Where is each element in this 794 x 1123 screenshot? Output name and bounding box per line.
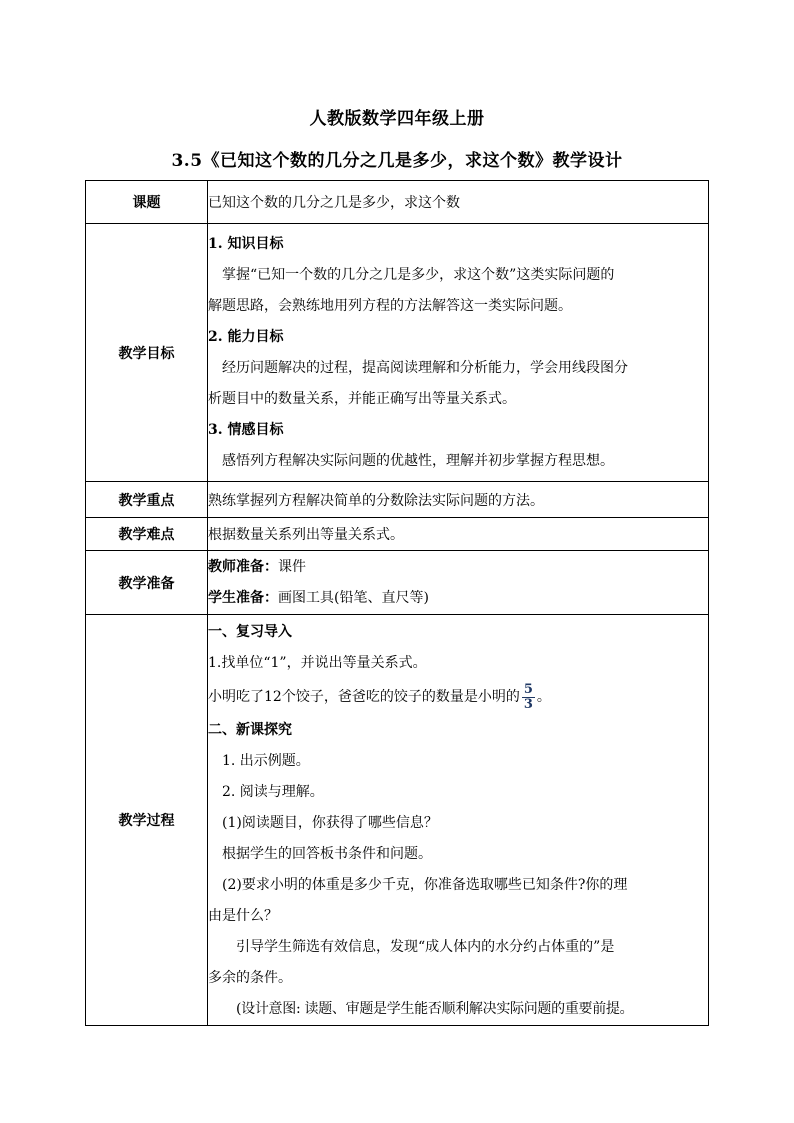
row-label-topic: 课题 [86,181,208,224]
section-heading-review: 一、复习导入 [208,624,292,640]
student-prep [208,583,708,614]
row-label-goals: 教学目标 [86,224,208,482]
section-heading-new-lesson: 二、新课探究 [208,722,292,738]
process-line: 根据学生的回答板书条件和问题。 [222,846,432,862]
row-label-process: 教学过程 [86,615,208,1026]
lesson-plan-table [85,180,709,1026]
process-line: 引导学生筛选有效信息，发现“成人体内的水分约占体重的”是 [236,939,615,955]
fraction-five-thirds [522,683,535,712]
goal-text: 解题思路，会熟练地用列方程的方法解答这一类实际问题。 [208,297,572,314]
table-row-focus [86,482,709,518]
fraction-prefix: 小明吃了12个饺子，爸爸吃的饺子的数量是小明的 [208,689,520,705]
table-row-topic [86,181,709,224]
process-line-fraction [208,679,708,715]
document-title: 人教版数学四年级上册 [309,109,485,129]
goal-heading-emotion: 3. 情感目标 [208,421,284,438]
process-line: (设计意图: 读题、审题是学生能否顺利解决实际问题的重要前提。 [236,1001,634,1017]
student-prep-label: 学生准备： [208,589,278,606]
document-subtitle: 3.5《已知这个数的几分之几是多少，求这个数》教学设计 [171,151,623,171]
goal-text: 析题目中的数量关系，并能正确写出等量关系式。 [208,390,516,407]
fraction-denominator: 3 [523,696,533,712]
process-line: 1.找单位“1”，并说出等量关系式。 [208,655,427,671]
teacher-prep-label: 教师准备： [208,558,278,575]
difficulty-text: 根据数量关系列出等量关系式。 [208,518,709,551]
focus-text: 熟练掌握列方程解决简单的分数除法实际问题的方法。 [208,482,709,518]
row-label-prep: 教学准备 [86,551,208,615]
prep-content [208,551,709,615]
fraction-suffix: 。 [536,689,551,705]
student-prep-text: 画图工具(铅笔、直尺等) [278,589,429,606]
table-row-difficulty [86,518,709,551]
row-label-focus: 教学重点 [86,482,208,518]
row-label-difficulty: 教学难点 [86,518,208,551]
goal-heading-knowledge: 1. 知识目标 [208,235,284,252]
process-line: 多余的条件。 [208,970,292,986]
table-row-prep [86,551,709,615]
topic-text: 已知这个数的几分之几是多少，求这个数 [208,181,709,224]
goal-text: 经历问题解决的过程，提高阅读理解和分析能力，学会用线段图分 [222,359,628,376]
fraction-numerator: 5 [523,681,533,697]
goal-text: 感悟列方程解决实际问题的优越性，理解并初步掌握方程思想。 [222,452,614,469]
process-line: (1)阅读题目，你获得了哪些信息？ [222,815,438,831]
teacher-prep-text: 课件 [278,558,306,575]
goal-text: 掌握“已知一个数的几分之几是多少，求这个数”这类实际问题的 [222,266,615,283]
goals-content [208,224,709,482]
teacher-prep [208,552,708,583]
table-row-process [86,615,709,1026]
process-line: 2. 阅读与理解。 [222,784,324,800]
process-content [208,615,709,1026]
process-line: 由是什么？ [208,908,278,924]
goal-heading-ability: 2. 能力目标 [208,328,284,345]
process-line: (2)要求小明的体重是多少千克，你准备选取哪些已知条件?你的理 [222,877,628,893]
process-line: 1. 出示例题。 [222,753,310,769]
table-row-goals [86,224,709,482]
